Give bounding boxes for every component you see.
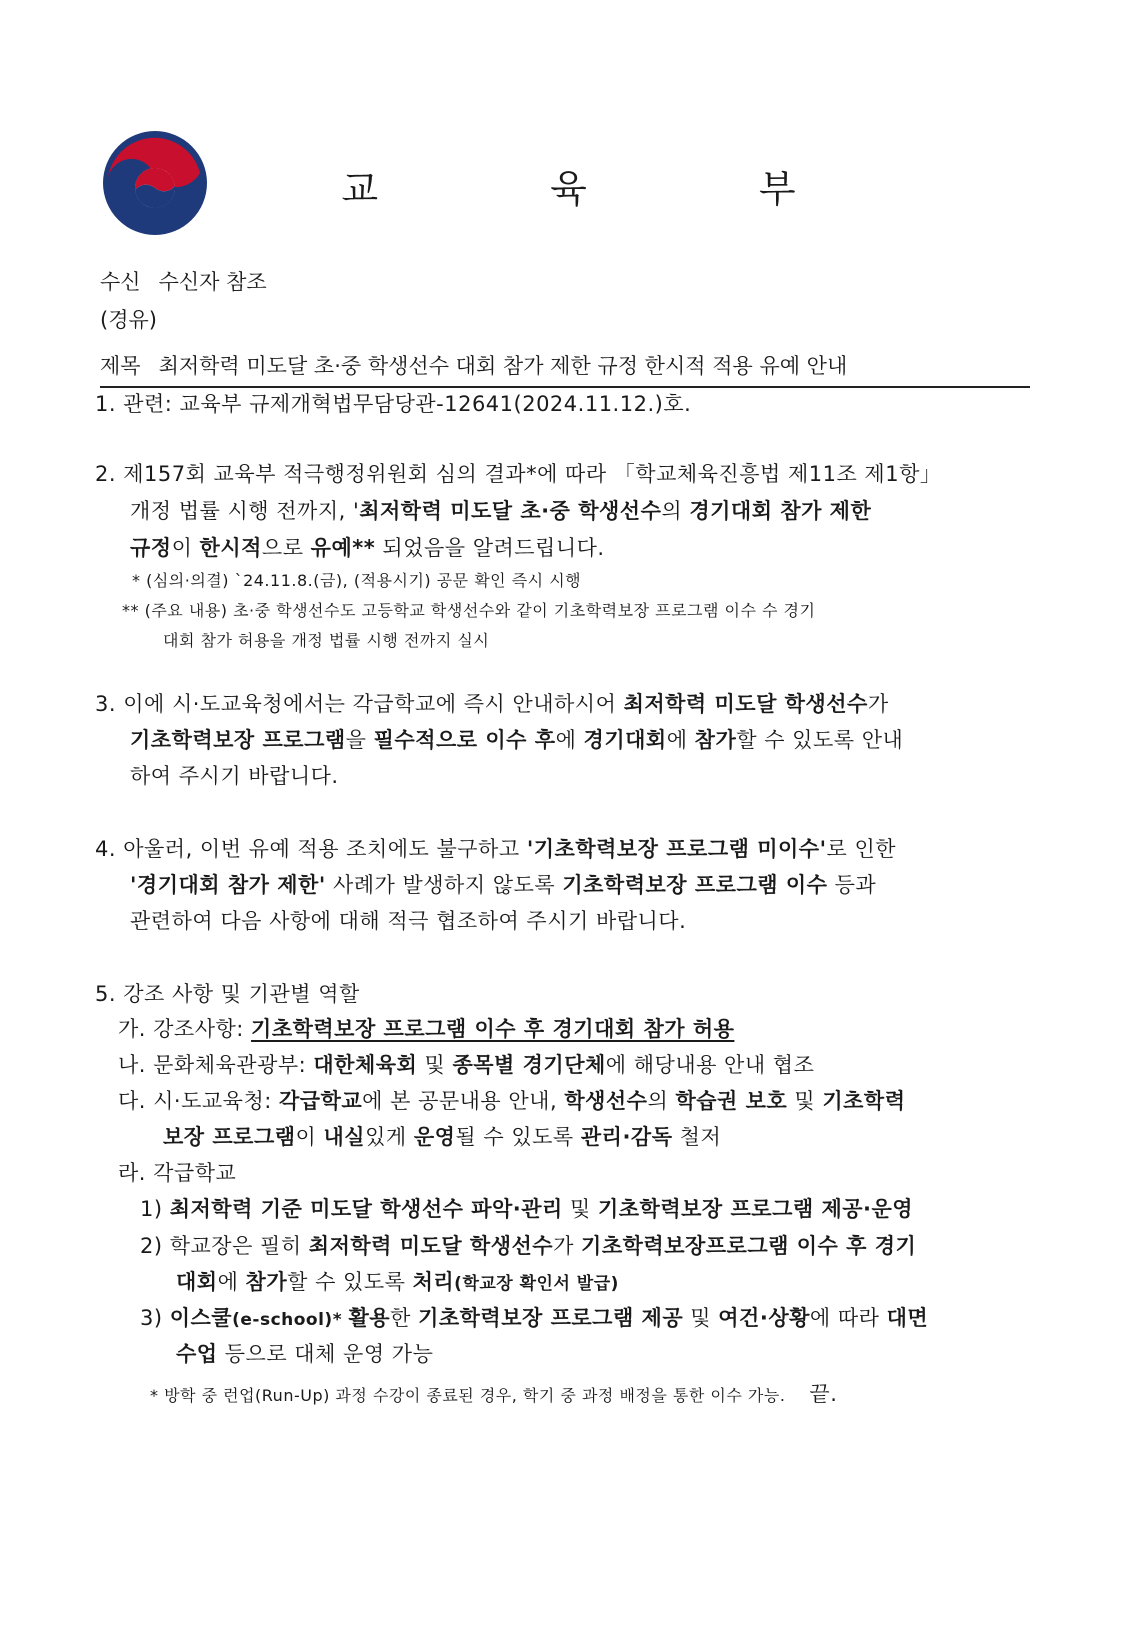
paragraph-4-line-3: 관련하여 다음 사항에 대해 적극 협조하여 주시기 바랍니다.: [130, 909, 687, 933]
recipient-row: [100, 266, 267, 296]
item-ra-2-line-1: 2) 학교장은 필히 최저학력 미도달 학생선수가 기초학력보장프로그램 이수 후 경기: [140, 1234, 917, 1258]
item-ra-2-line-2: 대회에 참가할 수 있도록 처리(학교장 확인서 발급): [176, 1270, 619, 1294]
paragraph-3-line-2: 기초학력보장 프로그램을 필수적으로 이수 후에 경기대회에 참가할 수 있도록 안내: [130, 728, 904, 752]
paragraph-2-note-1: * (심의·의결) `24.11.8.(금), (적용시기) 공문 확인 즉시 시행: [132, 571, 582, 590]
footnote: * 방학 중 런업(Run-Up) 과정 수강이 종료된 경우, 학기 중 과정 배정을 통한 이수 가능. 끝.: [150, 1382, 838, 1406]
item-ra-3-line-1: 3) 이스쿨(e-school)* 활용한 기초학력보장 프로그램 제공 및 여건·상황에 따라 대면: [140, 1306, 929, 1330]
paragraph-1: 1. 관련: 교육부 규제개혁법무담당관-12641(2024.11.12.)호.: [95, 392, 692, 416]
paragraph-2-line-1: 2. 제157회 교육부 적극행정위원회 심의 결과*에 따라 「학교체육진흥법 제11조 제1항」: [95, 462, 942, 486]
paragraph-4-line-2: '경기대회 참가 제한' 사례가 발생하지 않도록 기초학력보장 프로그램 이수 등과: [130, 873, 877, 897]
recipient-value: 수신자 참조: [158, 270, 267, 294]
item-da-line-2: 보장 프로그램이 내실있게 운영될 수 있도록 관리·감독 철저: [163, 1125, 722, 1149]
subject-row: [100, 350, 1030, 388]
via-row: (경유): [100, 308, 157, 332]
item-ra-1: 1) 최저학력 기준 미도달 학생선수 파악·관리 및 기초학력보장 프로그램 제공·운영: [140, 1197, 914, 1221]
paragraph-3-line-1: 3. 이에 시·도교육청에서는 각급학교에 즉시 안내하시어 최저학력 미도달 학생선수가: [95, 692, 889, 716]
paragraph-2-note-2b: 대회 참가 허용을 개정 법률 시행 전까지 실시: [163, 631, 490, 650]
paragraph-2-note-2a: ** (주요 내용) 초·중 학생선수도 고등학교 학생선수와 같이 기초학력보장 프로그램 이수 수 경기: [122, 601, 816, 620]
paragraph-5-heading: 5. 강조 사항 및 기관별 역할: [95, 982, 360, 1006]
end-mark: 끝.: [809, 1382, 838, 1406]
item-ra: 라. 각급학교: [118, 1161, 237, 1185]
item-da-line-1: 다. 시·도교육청: 각급학교에 본 공문내용 안내, 학생선수의 학습권 보호 및 기초학력: [118, 1089, 906, 1113]
subject-label: 제목: [100, 354, 141, 378]
item-ra-3-line-2: 수업 등으로 대체 운영 가능: [176, 1342, 434, 1366]
org-title: 교 육 부: [341, 167, 876, 211]
item-ga: 가. 강조사항: 기초학력보장 프로그램 이수 후 경기대회 참가 허용: [118, 1017, 735, 1041]
paragraph-3-line-3: 하여 주시기 바랍니다.: [130, 764, 339, 788]
paragraph-4-line-1: 4. 아울러, 이번 유예 적용 조치에도 불구하고 '기초학력보장 프로그램 미이수'로 인한: [95, 837, 897, 861]
recipient-label: 수신: [100, 270, 141, 294]
subject-value: 최저학력 미도달 초·중 학생선수 대회 참가 제한 규정 한시적 적용 유예 안내: [158, 354, 848, 378]
paragraph-2-line-3: 규정이 한시적으로 유예** 되었음을 알려드립니다.: [130, 536, 605, 560]
item-na: 나. 문화체육관광부: 대한체육회 및 종목별 경기단체에 해당내용 안내 협조: [118, 1053, 815, 1077]
paragraph-2-line-2: 개정 법률 시행 전까지, '최저학력 미도달 초·중 학생선수의 경기대회 참가 제한: [130, 499, 872, 523]
